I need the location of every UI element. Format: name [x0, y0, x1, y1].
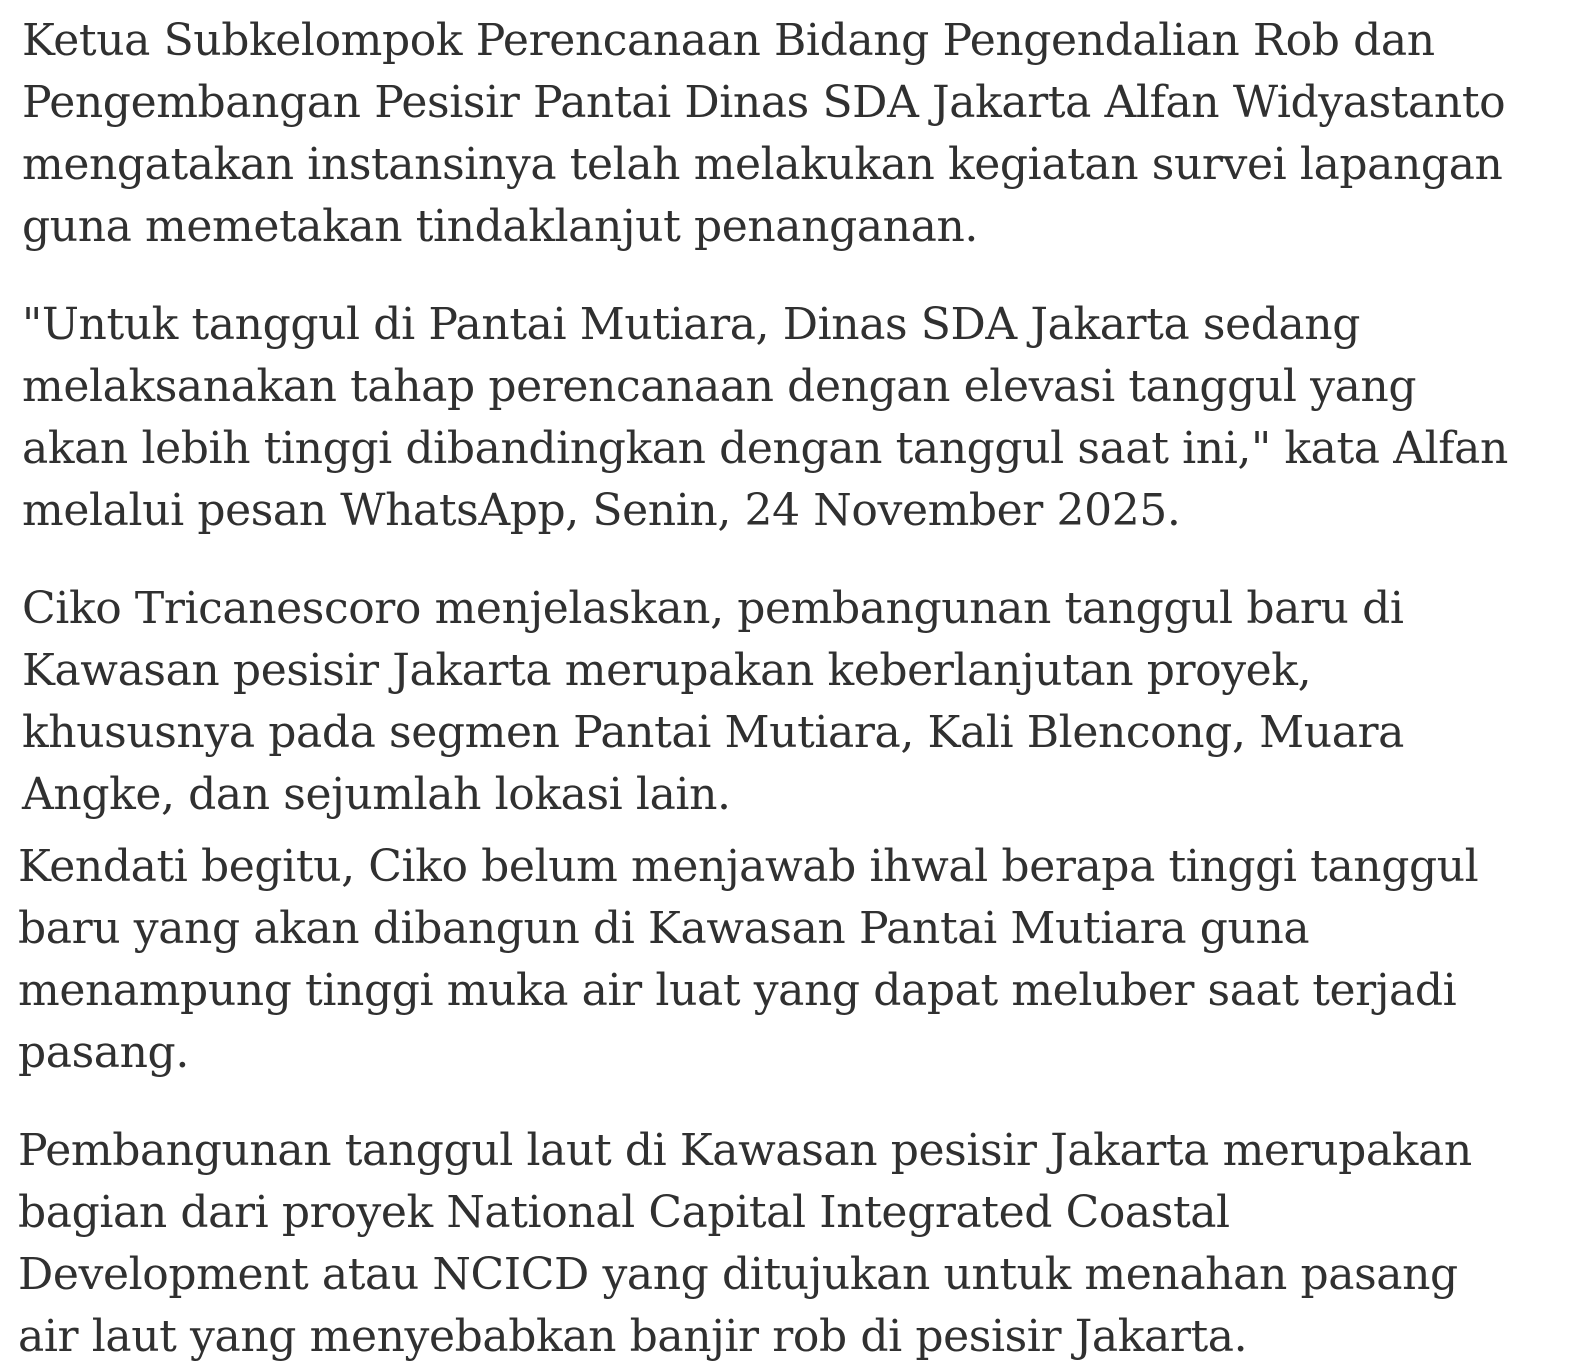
paragraph-line: air laut yang menyebabkan banjir rob di pesisir Jakarta. — [18, 1311, 1248, 1362]
paragraph-line: Kendati begitu, Ciko belum menjawab ihwal berapa tinggi tanggul — [18, 841, 1479, 892]
article-paragraph-4 — [18, 836, 1478, 1084]
paragraph-line: Pengembangan Pesisir Pantai Dinas SDA Jakarta Alfan Widyastanto — [22, 77, 1506, 128]
article-paragraph-1 — [22, 10, 1505, 258]
paragraph-line: pasang. — [18, 1027, 189, 1078]
article-paragraph-3 — [22, 578, 1404, 826]
article-paragraph-5 — [18, 1120, 1472, 1368]
paragraph-line: "Untuk tanggul di Pantai Mutiara, Dinas SDA Jakarta sedang — [22, 299, 1361, 350]
paragraph-line: mengatakan instansinya telah melakukan kegiatan survei lapangan — [22, 139, 1503, 190]
paragraph-line: khususnya pada segmen Pantai Mutiara, Kali Blencong, Muara — [22, 707, 1405, 758]
paragraph-line: bagian dari proyek National Capital Integrated Coastal — [18, 1187, 1230, 1238]
paragraph-line: akan lebih tinggi dibandingkan dengan tanggul saat ini," kata Alfan — [22, 423, 1508, 474]
paragraph-line: baru yang akan dibangun di Kawasan Pantai Mutiara guna — [18, 903, 1310, 954]
article-paragraph-2 — [22, 294, 1508, 542]
paragraph-line: melaksanakan tahap perencanaan dengan elevasi tanggul yang — [22, 361, 1417, 412]
paragraph-line: guna memetakan tindaklanjut penanganan. — [22, 201, 978, 252]
paragraph-line: Development atau NCICD yang ditujukan untuk menahan pasang — [18, 1249, 1458, 1300]
paragraph-line: menampung tinggi muka air luat yang dapat meluber saat terjadi — [18, 965, 1457, 1016]
paragraph-line: Ketua Subkelompok Perencanaan Bidang Pengendalian Rob dan — [22, 15, 1435, 66]
paragraph-line: Angke, dan sejumlah lokasi lain. — [22, 769, 731, 820]
paragraph-line: Kawasan pesisir Jakarta merupakan keberlanjutan proyek, — [22, 645, 1312, 696]
paragraph-line: Ciko Tricanescoro menjelaskan, pembangunan tanggul baru di — [22, 583, 1404, 634]
paragraph-line: melalui pesan WhatsApp, Senin, 24 November 2025. — [22, 485, 1181, 536]
paragraph-line: Pembangunan tanggul laut di Kawasan pesisir Jakarta merupakan — [18, 1125, 1472, 1176]
